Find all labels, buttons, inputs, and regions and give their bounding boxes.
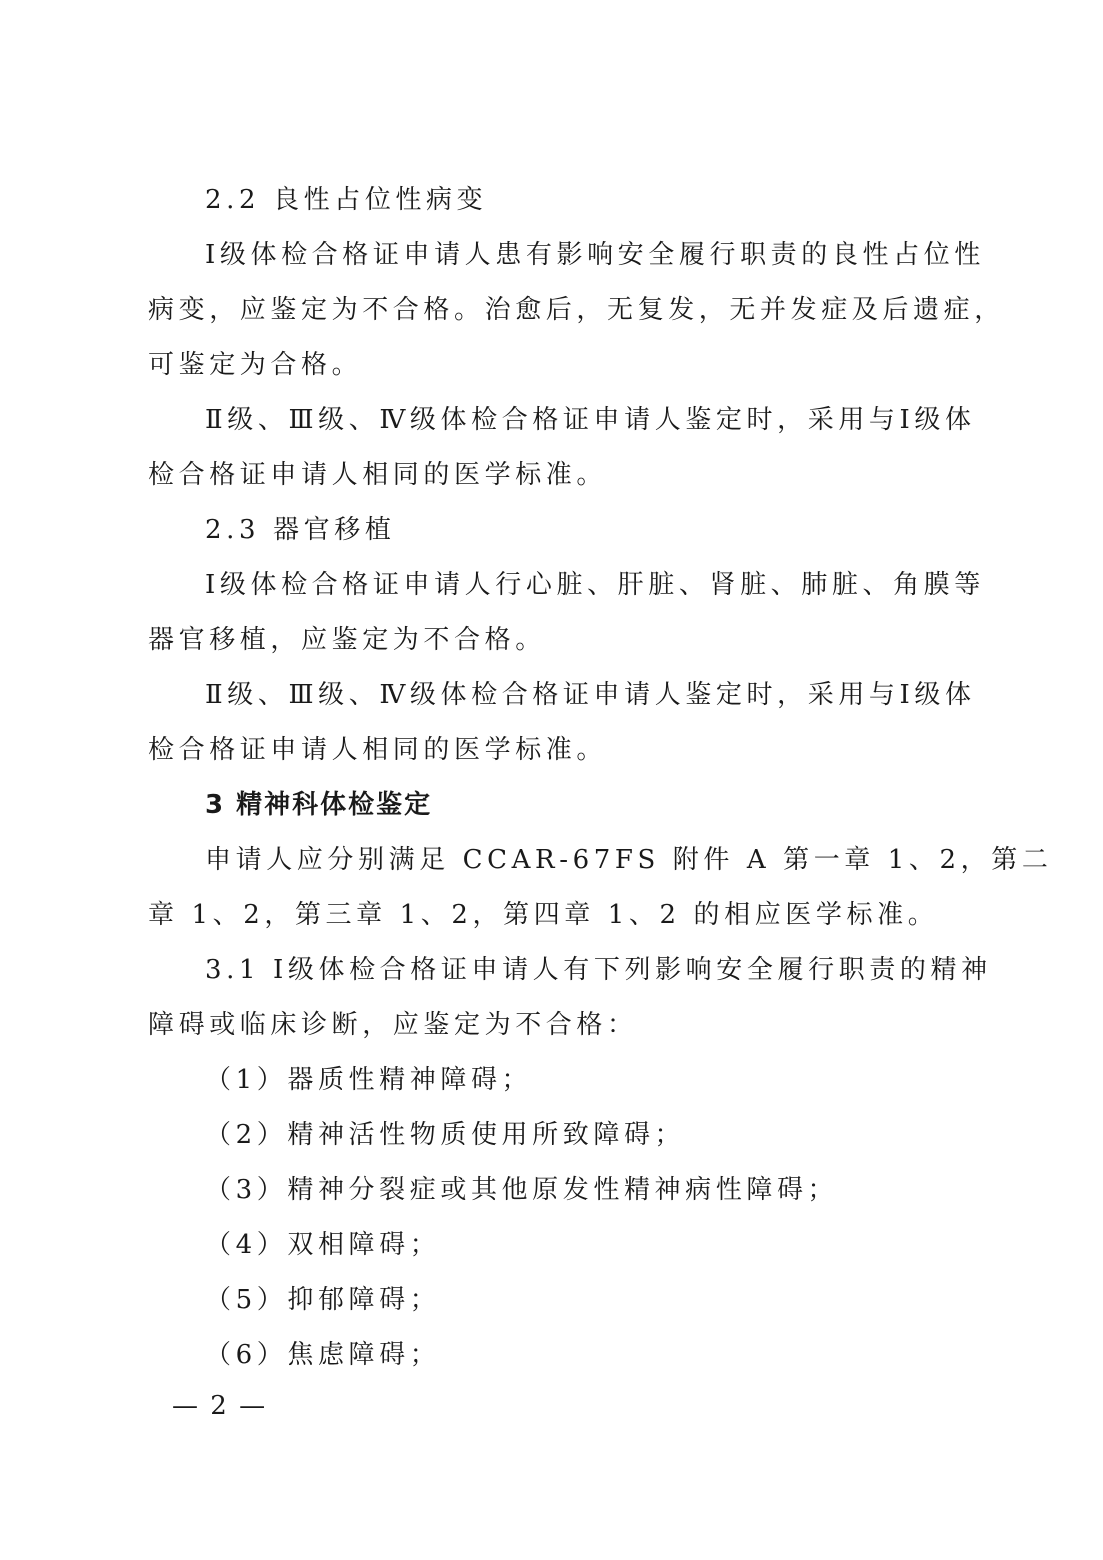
paragraph-line: 器官移植，应鉴定为不合格。 <box>148 625 546 655</box>
page-number: — 2 — <box>172 1391 268 1421</box>
list-item: （4）双相障碍； <box>205 1230 441 1260</box>
paragraph-line: 检合格证申请人相同的医学标准。 <box>148 460 608 490</box>
paragraph-line: 3.1 Ⅰ级体检合格证申请人有下列影响安全履行职责的精神 <box>205 955 992 985</box>
paragraph-line: 章 1、2，第三章 1、2，第四章 1、2 的相应医学标准。 <box>148 900 939 930</box>
section-heading-3: 3 精神科体检鉴定 <box>205 790 433 820</box>
paragraph-line: 申请人应分别满足 CCAR-67FS 附件 A 第一章 1、2，第二 <box>205 845 1053 875</box>
list-item: （6）焦虑障碍； <box>205 1340 441 1370</box>
paragraph-line: Ⅰ级体检合格证申请人行心脏、肝脏、肾脏、肺脏、角膜等 <box>205 570 985 600</box>
paragraph-line: Ⅱ级、Ⅲ级、Ⅳ级体检合格证申请人鉴定时，采用与Ⅰ级体 <box>205 680 976 710</box>
paragraph-line: 检合格证申请人相同的医学标准。 <box>148 735 608 765</box>
list-item: （2）精神活性物质使用所致障碍； <box>205 1120 686 1150</box>
list-item: （5）抑郁障碍； <box>205 1285 441 1315</box>
paragraph-line: 障碍或临床诊断，应鉴定为不合格： <box>148 1010 638 1040</box>
section-heading-2-2: 2.2 良性占位性病变 <box>205 185 488 215</box>
section-heading-2-3: 2.3 器官移植 <box>205 515 396 545</box>
paragraph-line: 可鉴定为合格。 <box>148 350 363 380</box>
paragraph-line: Ⅱ级、Ⅲ级、Ⅳ级体检合格证申请人鉴定时，采用与Ⅰ级体 <box>205 405 976 435</box>
paragraph-line: Ⅰ级体检合格证申请人患有影响安全履行职责的良性占位性 <box>205 240 985 270</box>
list-item: （3）精神分裂症或其他原发性精神病性障碍； <box>205 1175 839 1205</box>
list-item: （1）器质性精神障碍； <box>205 1065 533 1095</box>
paragraph-line: 病变，应鉴定为不合格。治愈后，无复发，无并发症及后遗症， <box>148 295 1005 325</box>
